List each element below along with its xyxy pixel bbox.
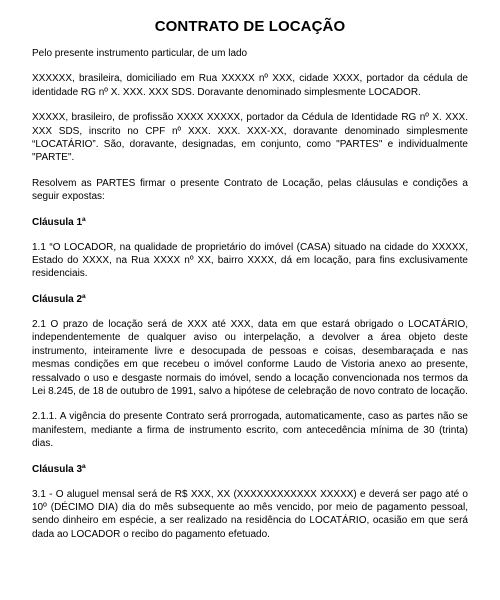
resolve-paragraph: Resolvem as PARTES firmar o presente Contrato de Locação, pelas cláusulas e condições a seguir expostas: <box>32 177 468 203</box>
clause-2-1-1-paragraph: 2.1.1. A vigência do presente Contrato será prorrogada, automaticamente, caso as partes não se manifestem, mediante a firma de instrumento escrito, com antecedência mínima de 30 (trinta) dias. <box>32 411 468 450</box>
clause-1-1-paragraph: 1.1 “O LOCADOR, na qualidade de proprietário do imóvel (CASA) situado na cidade do XXXXX, Estado do XXXX, na Rua XXXX nº XX, bairro XXXX, dá em locação, para fins exclusivamente residenciais. <box>32 241 468 280</box>
document-title: CONTRATO DE LOCAÇÃO <box>154 18 346 35</box>
locatario-paragraph: XXXXX, brasileiro, de profissão XXXX XXXXX, portador da Cédula de Identidade RG nº X. XXX. XXX SDS, inscrito no CPF nº XXX. XXX. XXX-XX, doravante denominado simplesmente “LOCATÁRIO”. São, doravante, designadas, em conjunto, como "PARTES" e individualmente "PARTE". <box>32 112 468 164</box>
clause-1-heading: Cláusula 1ª <box>32 216 86 228</box>
clause-3-heading: Cláusula 3ª <box>32 463 86 475</box>
intro-paragraph: Pelo presente instrumento particular, de um lado <box>32 48 248 59</box>
clause-2-1-paragraph: 2.1 O prazo de locação será de XXX até XXX, data em que estará obrigado o LOCATÁRIO, independentemente de qualquer aviso ou interpelação, a devolver a área objeto deste instrumento, inteiramente livre e desocupada de pessoas e coisas, desembaraçada e nas mesmas condições em que recebeu o imóvel conforme Laudo de Vistoria anexo ao presente, ressalvado o uso e desgaste normais do imóvel, sendo a locação convencionada nos termos da Lei 8.245, de 18 de outubro de 1991, salvo a hipótese de celebração de novo contrato de locação. <box>32 318 468 397</box>
locador-paragraph: XXXXXX, brasileira, domiciliado em Rua XXXXX nº XXX, cidade XXXX, portador da cédula de identidade RG nº X. XXX. XXX SDS. Doravante denominado simplesmente LOCADOR. <box>32 73 468 98</box>
clause-3-1-paragraph: 3.1 - O aluguel mensal será de R$ XXX, XX (XXXXXXXXXXXX XXXXX) e deverá ser pago até o 10º (DÉCIMO DIA) dia do mês subsequente ao mês vencido, por meio de pagamento pessoal, sendo dinheiro em espécie, a ser realizado na residência do LOCATÁRIO, ocasião em que será dada ao LOCADOR o recibo do pagamento efetuado. <box>32 488 468 540</box>
clause-2-heading: Cláusula 2ª <box>32 293 86 305</box>
